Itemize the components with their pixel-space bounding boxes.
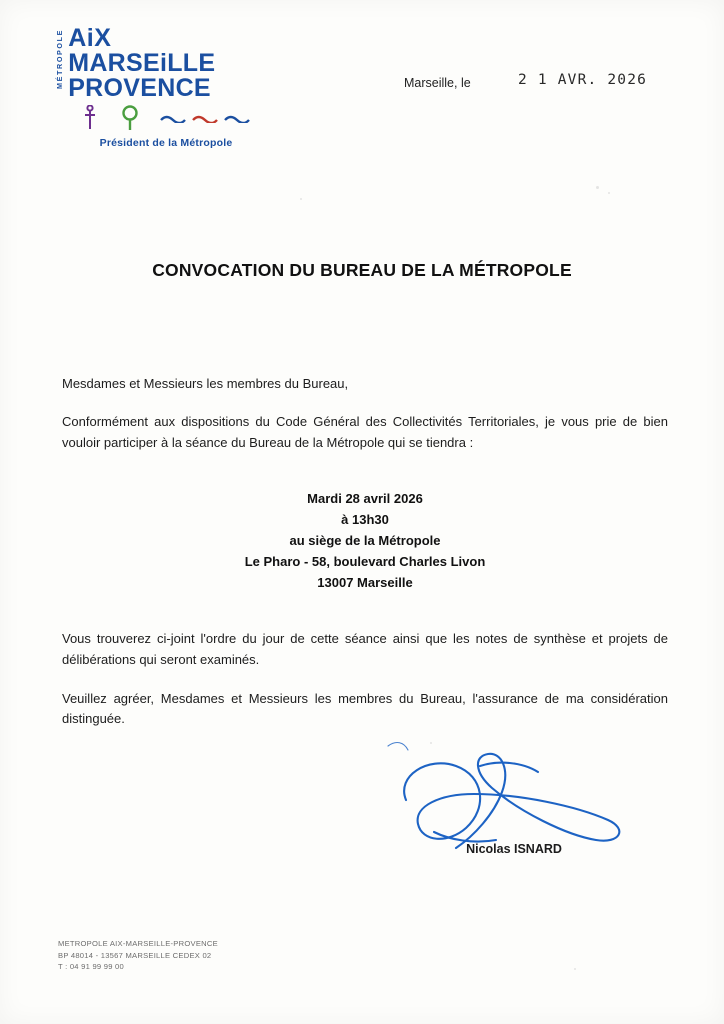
wave-icon [192, 114, 218, 123]
meeting-address: Le Pharo - 58, boulevard Charles Livon [244, 553, 486, 569]
footer-line-1: METROPOLE AIX-MARSEILLE-PROVENCE [58, 939, 218, 948]
logo-wordmark [68, 26, 215, 101]
logo-line-provence: PROVENCE [68, 74, 211, 102]
footer [58, 938, 218, 973]
logo-vertical-word: MÉTROPOLE [55, 29, 64, 89]
scan-speck [596, 186, 599, 189]
meeting-date: Mardi 28 avril 2026 [307, 490, 423, 506]
scan-speck [608, 192, 610, 194]
footer-line-3: T : 04 91 99 99 00 [58, 962, 125, 972]
logo-line-marseille: MARSEiLLE [68, 49, 216, 77]
meeting-city: 13007 Marseille [317, 574, 413, 590]
place-date-label: Marseille, le [404, 76, 471, 90]
scan-speck [430, 742, 432, 744]
date-stamp: 2 1 AVR. 2026 [518, 72, 648, 88]
anchor-icon [82, 105, 98, 131]
paragraph-3: Veuillez agréer, Mesdames et Messieurs les membres du Bureau, l'assurance de ma considération distinguée. [62, 690, 668, 727]
letterhead [56, 26, 276, 149]
meeting-time: à 13h30 [341, 511, 389, 527]
scan-speck [574, 968, 576, 970]
paragraph-2: Vous trouverez ci-joint l'ordre du jour de cette séance ainsi que les notes de synthèse et projets de délibérations qui seront examinés. [62, 630, 668, 667]
page-title: CONVOCATION DU BUREAU DE LA MÉTROPOLE [152, 260, 572, 280]
letterhead-tagline: Président de la Métropole [99, 137, 233, 149]
wave-icon [160, 114, 186, 123]
document-body [62, 374, 668, 730]
meeting-place: au siège de la Métropole [289, 532, 441, 548]
signatory-name: Nicolas ISNARD [466, 842, 562, 856]
meeting-details [62, 488, 668, 593]
footer-line-2: BP 48014 - 13567 MARSEILLE CEDEX 02 [58, 950, 212, 960]
tree-icon [120, 105, 140, 131]
logo [56, 26, 276, 101]
salutation: Mesdames et Messieurs les membres du Bureau, [62, 376, 349, 391]
wave-icon [224, 114, 250, 123]
logo-line-aix: AiX [68, 24, 112, 52]
logo-symbol-row [82, 105, 262, 133]
scan-speck [300, 198, 302, 200]
paragraph-1: Conformément aux dispositions du Code Général des Collectivités Territoriales, je vous prie de bien vouloir participer à la séance du Bureau de la Métropole qui se tiendra : [62, 414, 668, 450]
